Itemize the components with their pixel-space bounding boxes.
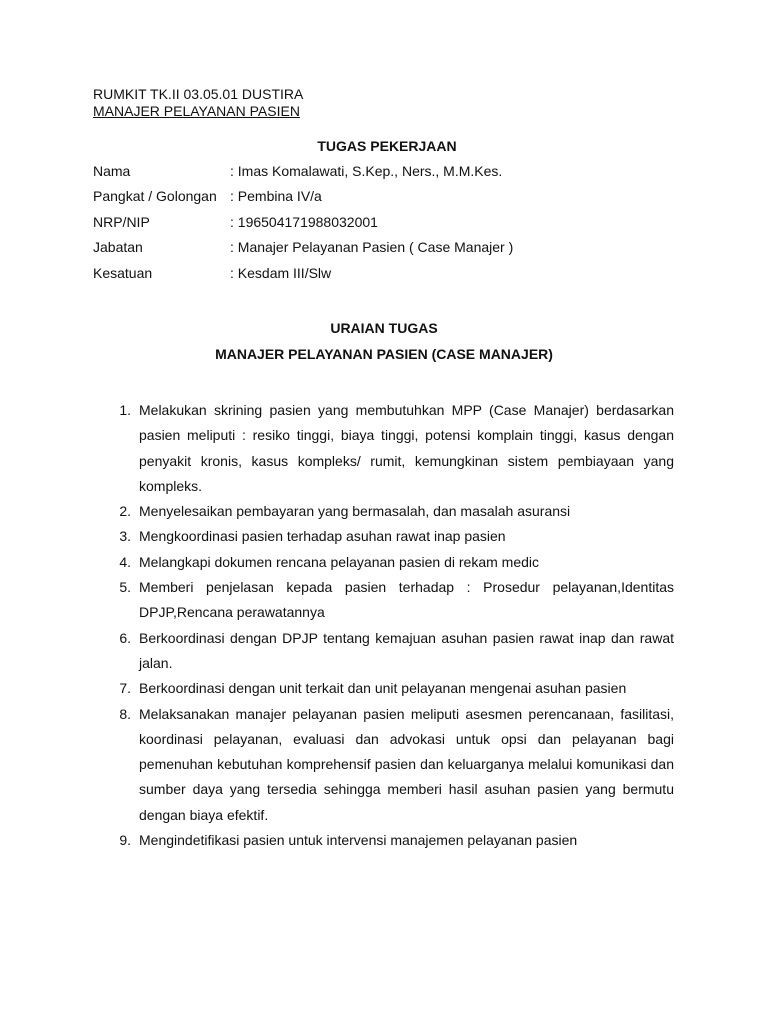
list-item-number: 1. <box>119 402 131 418</box>
list-item <box>108 575 674 626</box>
info-row-nama <box>93 161 513 186</box>
list-item <box>108 702 674 828</box>
department-name: MANAJER PELAYANAN PASIEN <box>93 103 300 119</box>
info-row-jabatan <box>93 237 513 262</box>
list-item-number: 3. <box>119 528 131 545</box>
info-value: : Imas Komalawati, S.Kep., Ners., M.M.Kes. <box>230 163 503 179</box>
document-header <box>93 86 303 120</box>
institution-name: RUMKIT TK.II 03.05.01 DUSTIRA <box>93 86 304 102</box>
info-label: Pangkat / Golongan <box>93 188 217 205</box>
list-item <box>108 676 674 701</box>
list-item-text: Menyelesaikan pembayaran yang bermasalah, dan masalah asuransi <box>139 503 571 520</box>
section-title: URAIAN TUGAS <box>330 320 438 336</box>
list-item-number: 6. <box>119 629 131 646</box>
list-item <box>108 550 674 575</box>
info-row-kesatuan <box>93 263 513 288</box>
list-item <box>108 828 674 853</box>
list-item-text: Berkoordinasi dengan DPJP tentang kemajuan asuhan pasien rawat inap dan rawat jalan. <box>139 629 674 671</box>
info-row-pangkat <box>93 186 513 211</box>
main-title-wrapper <box>0 138 768 154</box>
list-item-text: Melakukan skrining pasien yang membutuhkan MPP (Case Manajer) berdasarkan pasien meliputi : resiko tinggi, biaya tinggi, potensi komplain tinggi, kasus dengan penyakit kronis, kasus kompleks/ rumit, kemungkinan sistem pembiayaan yang kompleks. <box>139 402 674 494</box>
info-value: : Kesdam III/Slw <box>230 264 332 281</box>
section-subtitle: MANAJER PELAYANAN PASIEN (CASE MANAJER) <box>215 346 553 362</box>
info-value: : 196504171988032001 <box>230 213 378 230</box>
info-label: Jabatan <box>93 239 143 256</box>
list-item-text: Mengindetifikasi pasien untuk intervensi manajemen pelayanan pasien <box>139 832 578 849</box>
list-item-text: Melaksanakan manajer pelayanan pasien meliputi asesmen perencanaan, fasilitasi, koordinasi pelayanan, evaluasi dan advokasi untuk opsi dan pelayanan bagi pemenuhan kebutuhan komprehensif pasien dan keluarganya melalui komunikasi dan sumber daya yang tersedia sehingga memberi hasil asuhan pasien yang bermutu dengan biaya efektif. <box>139 705 674 823</box>
list-item <box>108 626 674 677</box>
info-row-nrp <box>93 212 513 237</box>
list-item-number: 4. <box>119 553 131 570</box>
list-item-number: 8. <box>119 705 131 722</box>
list-item-text: Berkoordinasi dengan unit terkait dan unit pelayanan mengenai asuhan pasien <box>139 680 627 697</box>
list-item <box>108 499 674 524</box>
list-item-text: Mengkoordinasi pasien terhadap asuhan rawat inap pasien <box>139 528 506 545</box>
main-title: TUGAS PEKERJAAN <box>317 138 457 154</box>
info-value: : Pembina IV/a <box>230 188 322 205</box>
list-item <box>108 524 674 549</box>
list-item-number: 2. <box>119 503 131 520</box>
info-value: : Manajer Pelayanan Pasien ( Case Manajer ) <box>230 239 514 256</box>
info-label: NRP/NIP <box>93 213 150 230</box>
list-item-text: Memberi penjelasan kepada pasien terhadap : Prosedur pelayanan,Identitas DPJP,Rencana perawatannya <box>139 579 674 621</box>
info-label: Nama <box>93 163 131 179</box>
task-list <box>108 398 674 853</box>
list-item-text: Melangkapi dokumen rencana pelayanan pasien di rekam medic <box>139 553 540 570</box>
employee-info <box>93 161 513 288</box>
list-item-number: 7. <box>119 680 131 697</box>
list-item <box>108 398 674 499</box>
info-label: Kesatuan <box>93 264 153 281</box>
list-item-number: 9. <box>119 832 131 849</box>
list-item-number: 5. <box>119 579 131 596</box>
